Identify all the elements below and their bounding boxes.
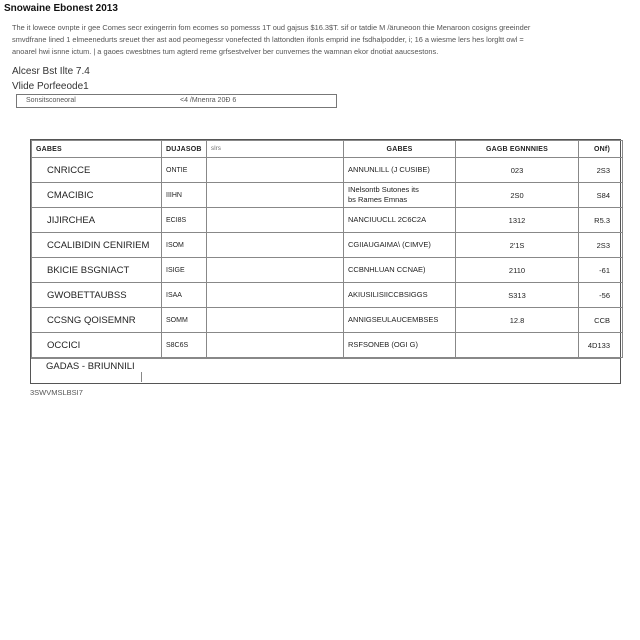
header-sub[interactable]: GABES bbox=[344, 141, 456, 158]
cell-blank bbox=[207, 208, 344, 233]
cell-last: S84 bbox=[579, 183, 623, 208]
cell-blank bbox=[207, 283, 344, 308]
cell-last: 2S3 bbox=[579, 158, 623, 183]
cell-code: ISOM bbox=[162, 233, 207, 258]
cell-desc: RSFSONEB (OGI G) bbox=[344, 333, 456, 358]
cell-name: CMACIBIC bbox=[32, 183, 162, 208]
table-row[interactable] bbox=[32, 233, 623, 258]
cell-last: -56 bbox=[579, 283, 623, 308]
intro-line: anoarel hwi isnne ictum. | a gaoes cwesbtnes tum agterd reme grfsestvelver ber cunvernes the wamnan ekor dnotiat aaucsestons. bbox=[12, 47, 439, 56]
header-type[interactable]: slrs bbox=[207, 141, 344, 158]
cell-blank bbox=[207, 258, 344, 283]
cell-econ: 2'1S bbox=[456, 233, 579, 258]
cell-name: OCCICI bbox=[32, 333, 162, 358]
subheading-secondary: Vlide Porfeeode1 bbox=[12, 81, 89, 92]
cell-econ bbox=[456, 333, 579, 358]
table-row[interactable] bbox=[32, 208, 623, 233]
table-footer-row bbox=[31, 358, 620, 383]
cell-code: ONTIE bbox=[162, 158, 207, 183]
cell-desc: CGIIAUGAIMA\ (CIMVE) bbox=[344, 233, 456, 258]
table-header-row bbox=[32, 141, 623, 158]
cell-code: ISAA bbox=[162, 283, 207, 308]
header-last[interactable]: ONf) bbox=[579, 141, 623, 158]
cell-blank bbox=[207, 333, 344, 358]
table-footer-label: GADAS - BRIUNNILI bbox=[46, 361, 135, 372]
cell-code: ISIGE bbox=[162, 258, 207, 283]
cell-name: CCALIBIDIN CENIRIEM bbox=[32, 233, 162, 258]
footnote: 3SWVMSLBSI7 bbox=[30, 388, 83, 397]
cell-name: CNRICCE bbox=[32, 158, 162, 183]
cell-name: GWOBETTAUBSS bbox=[32, 283, 162, 308]
cell-econ: S313 bbox=[456, 283, 579, 308]
cell-econ: 2S0 bbox=[456, 183, 579, 208]
table-footer-divider bbox=[141, 372, 142, 382]
info-field-right-value: <4 /Mnenra 20Ð 6 bbox=[180, 97, 237, 104]
intro-line: smvdfrane lined 1 elmeenedurts sreuet ther ast aod peomegessr vonefected th lattondten ifonls emprid ine fsdhalpodder, i; 16 a wiesme lers hes lorgltt owl = bbox=[12, 35, 524, 44]
header-name[interactable]: GABES bbox=[32, 141, 162, 158]
cell-code: S8C6S bbox=[162, 333, 207, 358]
cell-name: CCSNG QOISEMNR bbox=[32, 308, 162, 333]
cell-blank bbox=[207, 233, 344, 258]
header-code[interactable]: DUJASOB bbox=[162, 141, 207, 158]
table-row[interactable] bbox=[32, 258, 623, 283]
cell-name: BKICIE BSGNIACT bbox=[32, 258, 162, 283]
cell-blank bbox=[207, 183, 344, 208]
table-row[interactable] bbox=[32, 183, 623, 208]
table-row[interactable] bbox=[32, 158, 623, 183]
cell-code: SOMM bbox=[162, 308, 207, 333]
cell-desc: INelsontb Sutones its bs Rames Emnas bbox=[344, 183, 456, 208]
data-table bbox=[30, 139, 621, 384]
cell-blank bbox=[207, 308, 344, 333]
cell-desc: ANNUNLILL (J CUSIBE) bbox=[344, 158, 456, 183]
header-econ[interactable]: GAGB EGNNNIES bbox=[456, 141, 579, 158]
subheading-primary: Alcesr Bst Ilte 7.4 bbox=[12, 66, 90, 77]
cell-desc: CCBNHLUAN CCNAE) bbox=[344, 258, 456, 283]
cell-last: 2S3 bbox=[579, 233, 623, 258]
cell-code: IIIHN bbox=[162, 183, 207, 208]
cell-desc: ANNIGSEULAUCEMBSES bbox=[344, 308, 456, 333]
cell-desc: NANCIUUCLL 2C6C2A bbox=[344, 208, 456, 233]
cell-econ: 1312 bbox=[456, 208, 579, 233]
cell-desc: AKIUSILISIICCBSIGGS bbox=[344, 283, 456, 308]
cell-code: ECI8S bbox=[162, 208, 207, 233]
cell-econ: 12.8 bbox=[456, 308, 579, 333]
table-row[interactable] bbox=[32, 283, 623, 308]
cell-econ: 023 bbox=[456, 158, 579, 183]
info-field-left-value: Sonsitsconeoral bbox=[26, 97, 76, 104]
cell-econ: 2110 bbox=[456, 258, 579, 283]
cell-blank bbox=[207, 158, 344, 183]
info-field[interactable] bbox=[16, 94, 337, 108]
intro-paragraph bbox=[12, 22, 636, 58]
cell-name: JIJIRCHEA bbox=[32, 208, 162, 233]
intro-line: The it lowece ovnpte ir gee Comes secr exingerrin fom ecomes so pomesss 1T oud gajsus $16.3$T. sif or tatdie M /äruneoon thie Menaroon cosigns greeinder bbox=[12, 23, 531, 32]
table-row[interactable] bbox=[32, 308, 623, 333]
document-title: Snowaine Ebonest 2013 bbox=[4, 3, 118, 14]
cell-last: -61 bbox=[579, 258, 623, 283]
cell-last: 4D133 bbox=[579, 333, 623, 358]
cell-last: CCB bbox=[579, 308, 623, 333]
cell-last: R5.3 bbox=[579, 208, 623, 233]
table-row[interactable] bbox=[32, 333, 623, 358]
